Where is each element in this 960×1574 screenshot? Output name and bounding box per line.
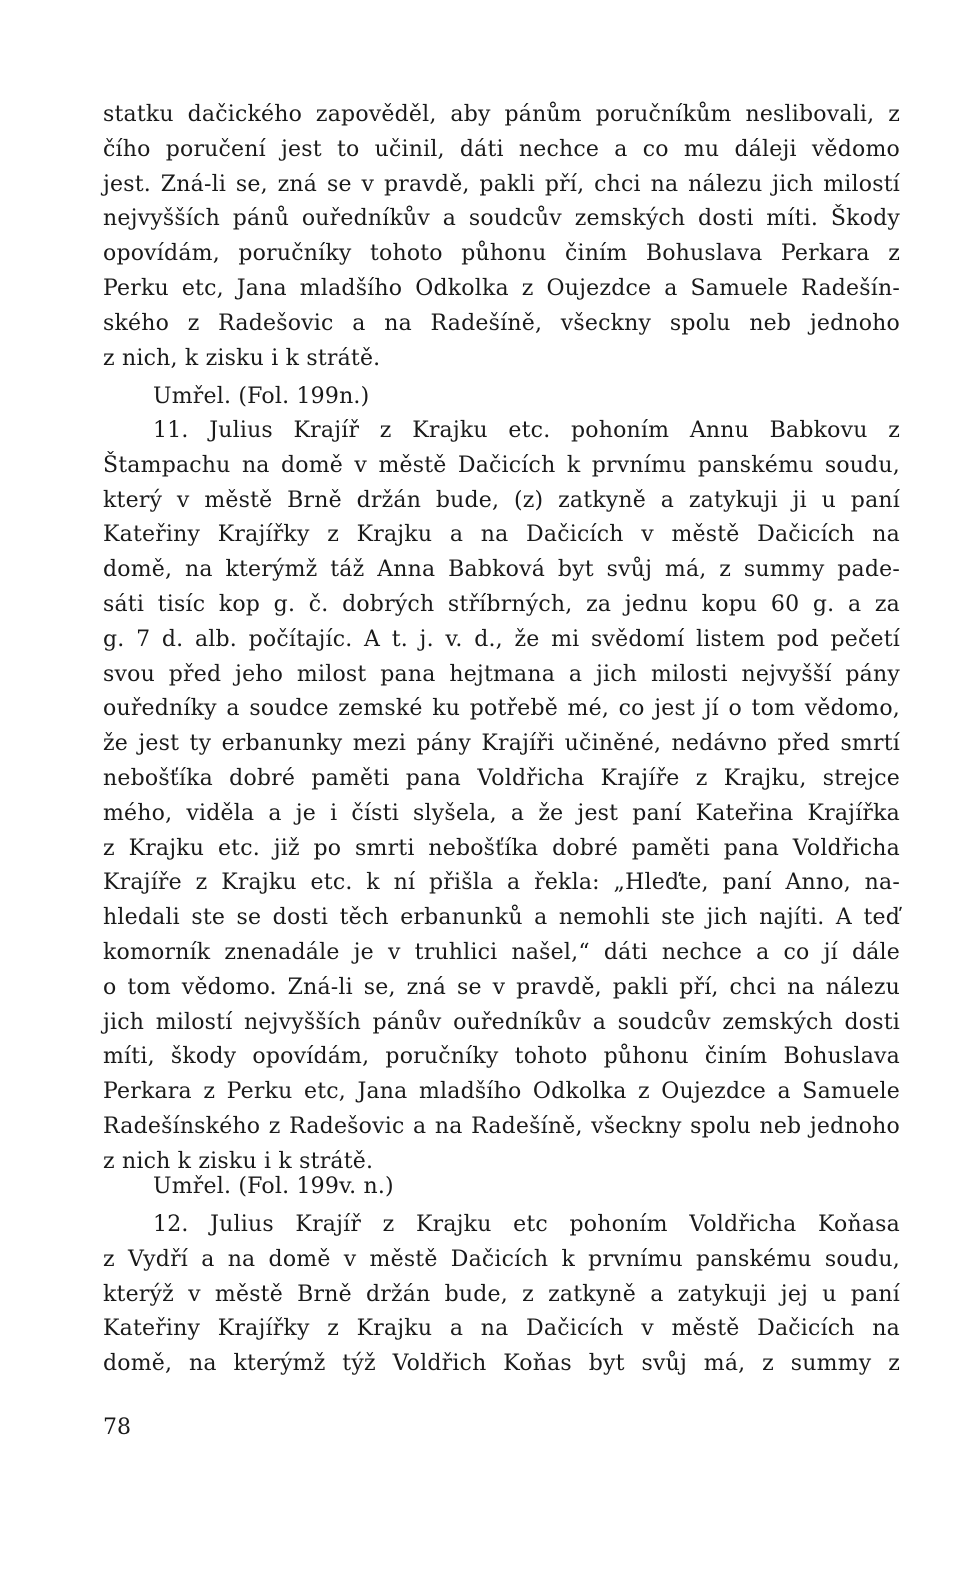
text-line: z Krajku etc. již po smrti nebošťíka dobré paměti pana Voldřicha bbox=[103, 835, 900, 861]
text-line: Krajíře z Krajku etc. k ní přišla a řekla: „Hleďte, paní Anno, na- bbox=[103, 870, 900, 896]
text-line: ského z Radešovic a na Radešíně, všeckny spolu neb jednoho bbox=[103, 310, 900, 336]
text-line: Kateřiny Krajířky z Krajku a na Dačicích v městě Dačicích na bbox=[103, 1316, 900, 1342]
text-line: Radešínského z Radešovic a na Radešíně, všeckny spolu neb jednoho bbox=[103, 1113, 900, 1139]
text-line: který v městě Brně držán bude, (z) zatkyně a zatykuji ji u paní bbox=[103, 487, 900, 513]
text-line: 12. Julius Krajíř z Krajku etc pohoním Voldřicha Koňasa bbox=[153, 1212, 900, 1237]
text-line: kterýž v městě Brně držán bude, z zatkyně a zatykuji jej u paní bbox=[103, 1281, 900, 1307]
text-line: čího poručení jest to učinil, dáti nechce a co mu dáleji vědomo bbox=[103, 136, 900, 162]
note-text: Umřel. (Fol. 199n.) bbox=[153, 384, 370, 409]
death-note bbox=[103, 380, 900, 415]
page-number: 78 bbox=[103, 1415, 131, 1440]
text-line: opovídám, poručníky tohoto půhonu činím Bohuslava Perkara z bbox=[103, 241, 900, 267]
text-line: ouředníky a soudce zemské ku potřebě mé, co jest jí o tom vědomo, bbox=[103, 696, 900, 722]
text-line: míti, škody opovídám, poručníky tohoto půhonu činím Bohuslava bbox=[103, 1044, 900, 1070]
text-line: domě, na kterýmž táž Anna Babková byt svůj má, z summy pade- bbox=[103, 557, 900, 583]
text-line: Štampachu na domě v městě Dačicích k prvnímu panskému soudu, bbox=[103, 452, 900, 478]
text-line: nejvyšších pánů ouředníkův a soudcův zemských dosti míti. Škody bbox=[103, 206, 900, 232]
text-line: z nich k zisku i k strátě. bbox=[103, 1148, 374, 1174]
note-text: Umřel. (Fol. 199v. n.) bbox=[153, 1174, 394, 1199]
text-line: sáti tisíc kop g. č. dobrých stříbrných, za jednu kopu 60 g. a za bbox=[103, 591, 900, 617]
text-line: jich milostí nejvyšších pánův ouředníkův a soudcův zemských dosti bbox=[103, 1009, 900, 1035]
paragraph-continuation bbox=[103, 98, 900, 376]
text-line: že jest ty erbanunky mezi pány Krajíři učiněné, nedávno před smrtí bbox=[103, 731, 900, 757]
text-line: Perku etc, Jana mladšího Odkolka z Oujezdce a Samuele Radešín- bbox=[103, 275, 900, 301]
text-line: svou před jeho milost pana hejtmana a jich milosti nejvyšší pány bbox=[103, 661, 900, 687]
text-line: 11. Julius Krajíř z Krajku etc. pohoním Annu Babkovu z bbox=[153, 418, 900, 443]
text-line: g. 7 d. alb. počítajíc. A t. j. v. d., že mi svědomí listem pod pečetí bbox=[103, 626, 900, 652]
text-line: o tom vědomo. Zná-li se, zná se v pravdě, pakli pří, chci na nálezu bbox=[103, 974, 900, 1000]
entry-11 bbox=[103, 414, 900, 1180]
text-line: z nich, k zisku i k strátě. bbox=[103, 345, 381, 371]
text-line: z Vydří a na domě v městě Dačicích k prvnímu panskému soudu, bbox=[103, 1246, 900, 1272]
text-line: komorník znenadále je v truhlici našel,“ dáti nechce a co jí dále bbox=[103, 939, 900, 965]
entry-12 bbox=[103, 1208, 900, 1382]
text-line: Kateřiny Krajířky z Krajku a na Dačicích v městě Dačicích na bbox=[103, 522, 900, 548]
death-note bbox=[103, 1170, 900, 1205]
text-line: mého, viděla a je i čísti slyšela, a že jest paní Kateřina Krajířka bbox=[103, 800, 900, 826]
text-line: hledali ste se dosti těch erbanunků a nemohli ste jich najíti. A teď bbox=[103, 905, 900, 931]
text-line: nebošťíka dobré paměti pana Voldřicha Krajíře z Krajku, strejce bbox=[103, 765, 900, 791]
text-line: Perkara z Perku etc, Jana mladšího Odkolka z Oujezdce a Samuele bbox=[103, 1079, 900, 1105]
text-line: jest. Zná-li se, zná se v pravdě, pakli pří, chci na nálezu jich milostí bbox=[103, 171, 900, 197]
text-line: statku dačického zapověděl, aby pánům poručníkům neslibovali, z bbox=[103, 102, 900, 127]
text-line: domě, na kterýmž týž Voldřich Koňas byt svůj má, z summy z bbox=[103, 1351, 900, 1377]
